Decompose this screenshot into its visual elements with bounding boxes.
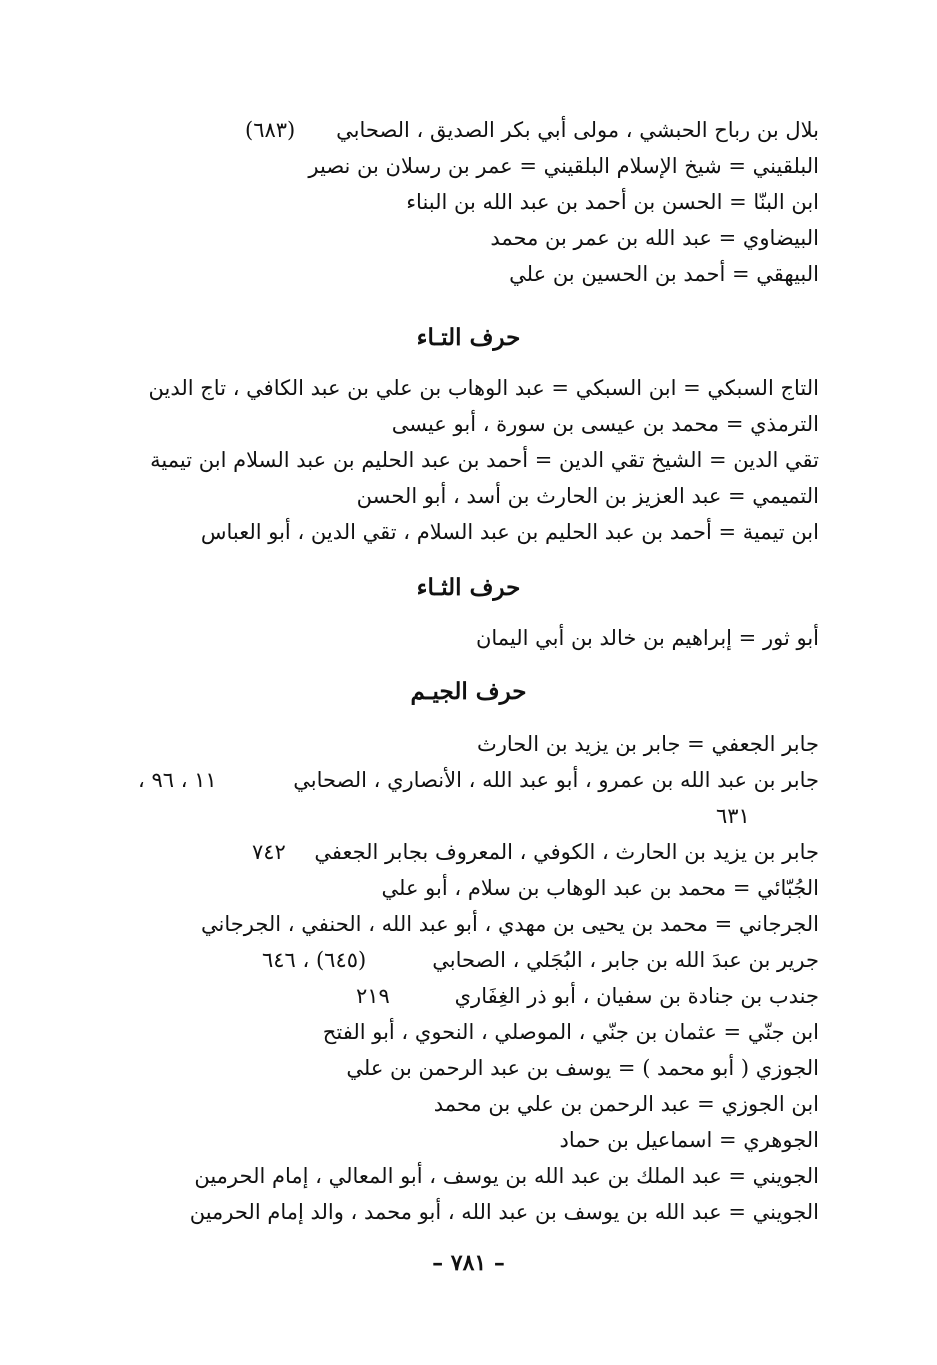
entry-page-refs: ٢١٩: [356, 984, 390, 1008]
index-entry: ابن الجوزي = عبد الرحمن بن علي بن محمد: [433, 1092, 819, 1116]
index-entry: جابر بن يزيد بن الحارث ، الكوفي ، المعروف بجابر الجعفي: [314, 840, 819, 864]
page-number: – ٧٨١ –: [432, 1250, 505, 1276]
index-entry: البيهقي = أحمد بن الحسين بن علي: [509, 262, 819, 286]
index-entry: التميمي = عبد العزيز بن الحارث بن أسد ، أبو الحسن: [356, 484, 819, 508]
entry-page-refs: ٦٣١: [716, 804, 750, 828]
index-entry: بلال بن رباح الحبشي ، مولى أبي بكر الصديق ، الصحابي: [336, 118, 819, 142]
index-entry: ابن جنّي = عثمان بن جنّي ، الموصلي ، النحوي ، أبو الفتح: [322, 1020, 819, 1044]
index-entry: الجُبّائي = محمد بن عبد الوهاب بن سلام ، أبو علي: [381, 876, 819, 900]
index-entry: الجويني = عبد الله بن يوسف بن عبد الله ، أبو محمد ، والد إمام الحرمين: [189, 1200, 819, 1224]
entry-page-refs: ٧٤٢: [252, 840, 286, 864]
index-entry: جندب بن جنادة بن سفيان ، أبو ذر الغِفَاري: [454, 984, 819, 1008]
section-heading: حرف الجيـم: [410, 678, 527, 705]
index-entry: جرير بن عبدَ الله بن جابر ، البُجَلي ، الصحابي: [432, 948, 819, 972]
section-heading: حرف التـاء: [416, 324, 521, 351]
entry-page-refs: ١١ ، ٩٦ ،: [138, 768, 217, 792]
entry-page-refs: (٦٨٣): [245, 118, 296, 142]
index-entry: الجرجاني = محمد بن يحيى بن مهدي ، أبو عبد الله ، الحنفي ، الجرجاني: [201, 912, 819, 936]
index-entry: تقي الدين = الشيخ تقي الدين = أحمد بن عبد الحليم بن عبد السلام ابن تيمية: [150, 448, 819, 472]
index-entry: البيضاوي = عبد الله بن عمر بن محمد: [490, 226, 819, 250]
section-heading: حرف الثـاء: [416, 574, 521, 601]
index-entry: الترمذي = محمد بن عيسى بن سورة ، أبو عيسى: [391, 412, 819, 436]
index-entry: التاج السبكي = ابن السبكي = عبد الوهاب بن علي بن عبد الكافي ، تاج الدين: [148, 376, 819, 400]
index-entry: أبو ثور = إبراهيم بن خالد بن أبي اليمان: [475, 626, 819, 650]
index-entry: جابر بن عبد الله بن عمرو ، أبو عبد الله ، الأنصاري ، الصحابي: [293, 768, 819, 792]
index-entry: الجوزي ( أبو محمد ) = يوسف بن عبد الرحمن بن علي: [346, 1056, 819, 1080]
index-entry: البلقيني = شيخ الإسلام البلقيني = عمر بن رسلان بن نصير: [308, 154, 819, 178]
index-entry: ابن تيمية = أحمد بن عبد الحليم بن عبد السلام ، تقي الدين ، أبو العباس: [200, 520, 819, 544]
index-entry: الجوهري = اسماعيل بن حماد: [559, 1128, 819, 1152]
entry-page-refs: (٦٤٥) ، ٦٤٦: [262, 948, 367, 972]
index-entry: ابن البنّا = الحسن بن أحمد بن عبد الله بن البناء: [406, 190, 819, 214]
index-entry: جابر الجعفي = جابر بن يزيد بن الحارث: [476, 732, 819, 756]
index-entry: الجويني = عبد الملك بن عبد الله بن يوسف ، أبو المعالي ، إمام الحرمين: [194, 1164, 819, 1188]
